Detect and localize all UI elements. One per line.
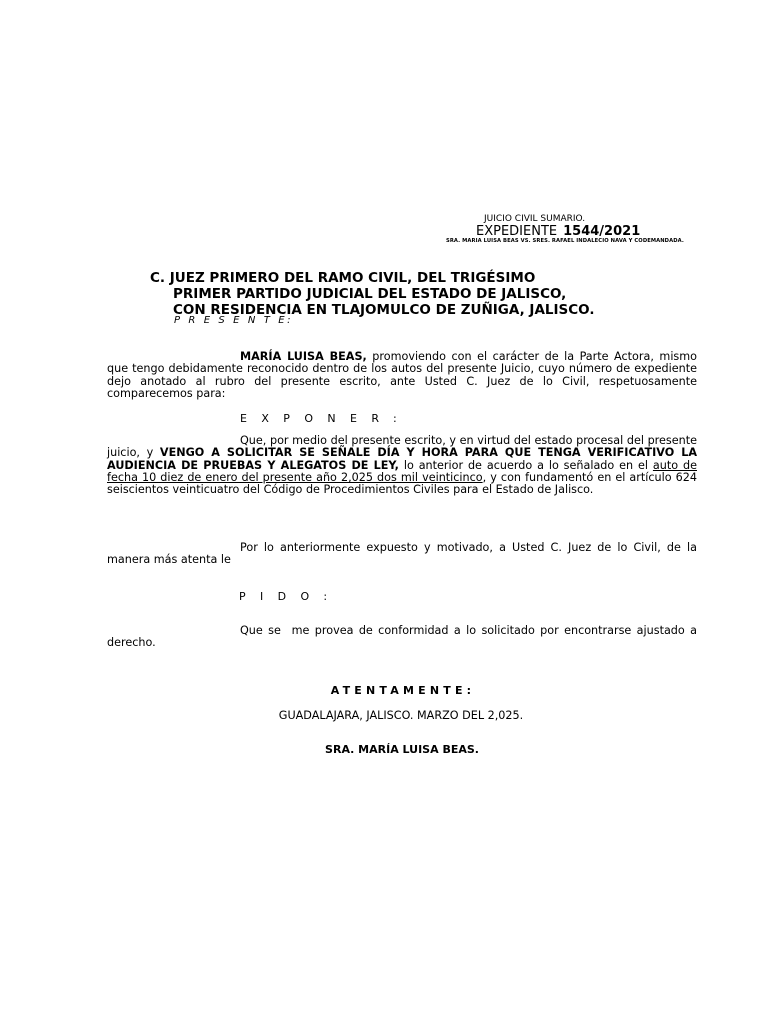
addressee-line-2: PRIMER PARTIDO JUDICIAL DEL ESTADO DE JALISCO, <box>173 286 567 302</box>
place-date: GUADALAJARA, JALISCO. MARZO DEL 2,025. <box>278 709 524 722</box>
addressee-line-3: CON RESIDENCIA EN TLAJOMULCO DE ZUÑIGA, JALISCO. <box>173 302 595 318</box>
case-parties: SRA. MARIA LUISA BEAS VS. SRES. RAFAEL INDALECIO NAVA Y CODEMANDADA. <box>446 238 684 244</box>
request-text-b: lo anterior de acuerdo a lo señalado en el <box>398 458 653 472</box>
petition-paragraph <box>107 624 701 650</box>
intro-paragraph <box>107 351 697 400</box>
request-bold: VENGO A SOLICITAR SE SEÑALE DÍA Y HORA PARA QUE TENGA VERIFICATIVO LA AUDIENCIA DE PRUEBAS Y ALEGATOS DE LEY, <box>107 446 697 472</box>
exponer-heading: EXPONER: <box>240 412 412 425</box>
expediente-label: EXPEDIENTE <box>476 224 558 239</box>
expediente-line <box>476 224 640 239</box>
addressee-block <box>150 270 710 318</box>
request-paragraph <box>107 435 697 496</box>
request-underlined: auto de fecha 10 diez de enero del presente año 2,025 dos mil veinticinco <box>107 458 697 484</box>
request-text-c: , y con fundamentó en el artículo 624 seiscientos veinticuatro del Código de Procedimientos Civiles para el Estado de Jalisco. <box>107 470 697 497</box>
request-text-a: Que, por medio del presente escrito, y en virtud del estado procesal del presente juicio, y <box>107 434 697 460</box>
closing-paragraph <box>107 542 697 567</box>
promovente-name: MARÍA LUISA BEAS, <box>240 350 367 363</box>
petition-text: Que se me provea de conformidad a lo solicitado por encontrarse ajustado a derecho. <box>107 624 701 650</box>
signature-name: SRA. MARÍA LUISA BEAS. <box>325 743 479 756</box>
closing-text: Por lo anteriormente expuesto y motivado, a Usted C. Juez de lo Civil, de la manera más atenta le <box>107 541 697 567</box>
expediente-number: 1544/2021 <box>563 224 641 239</box>
intro-text: promoviendo con el carácter de la Parte Actora, mismo que tengo debidamente reconocido dentro de los autos del presente Juicio, cuyo número de expediente dejo anotado al rubro del presente escrito, ante Usted C. Juez de lo Civil, respetuosamente comparecemos para: <box>107 350 697 400</box>
pido-heading: PIDO: <box>239 590 342 603</box>
addressee-line-1: C. JUEZ PRIMERO DEL RAMO CIVIL, DEL TRIGÉSIMO <box>150 270 536 286</box>
presente-label: P R E S E N T E: <box>174 315 294 326</box>
case-type: JUICIO CIVIL SUMARIO. <box>484 214 586 224</box>
atentamente-heading: ATENTAMENTE: <box>330 684 476 697</box>
